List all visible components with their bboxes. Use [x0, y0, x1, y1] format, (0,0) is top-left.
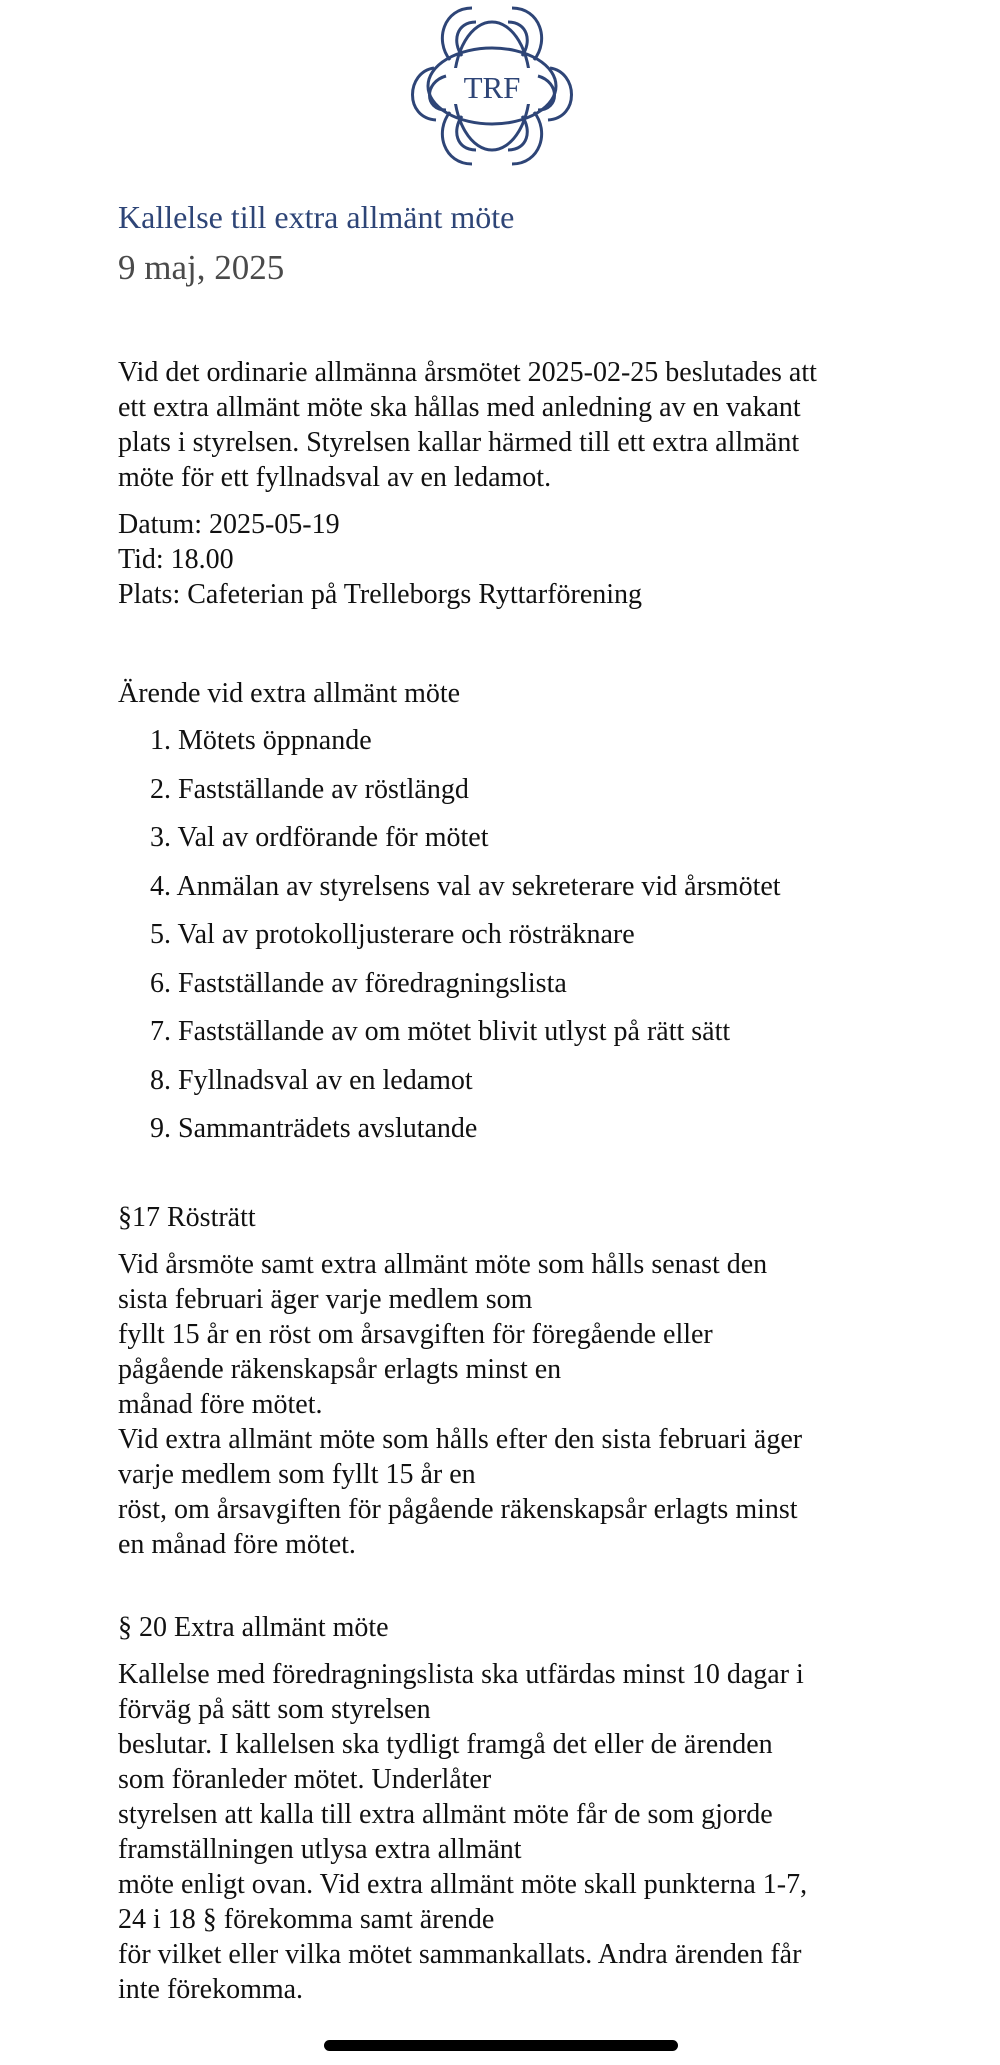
agenda-item: 6. Fastställande av föredragningslista [150, 967, 567, 999]
intro-line: plats i styrelsen. Styrelsen kallar härmed till ett extra allmänt [118, 427, 800, 458]
section-17-line: en månad före mötet. [118, 1528, 356, 1560]
section-17-line: fyllt 15 år en röst om årsavgiften för föregående eller [118, 1318, 713, 1350]
section-17-line: Vid extra allmänt möte som hålls efter den sista februari äger [118, 1423, 803, 1455]
section-17-heading: §17 Rösträtt [118, 1201, 256, 1233]
publish-date: 9 maj, 2025 [118, 248, 285, 287]
home-indicator[interactable] [324, 2040, 678, 2051]
agenda-item: 9. Sammanträdets avslutande [150, 1113, 478, 1144]
agenda-list [118, 723, 888, 1160]
agenda-item: 1. Mötets öppnande [150, 725, 372, 756]
section-20-line: framställningen utlysa extra allmänt [118, 1833, 522, 1865]
meeting-time: Tid: 18.00 [118, 544, 234, 575]
agenda-item: 2. Fastställande av röstlängd [150, 773, 469, 805]
intro-line: Vid det ordinarie allmänna årsmötet 2025-02-25 beslutades att [118, 357, 817, 388]
agenda-item: 4. Anmälan av styrelsens val av sekreterare vid årsmötet [150, 870, 781, 902]
section-20-text [118, 1657, 888, 2007]
section-20-line: beslutar. I kallelsen ska tydligt framgå det eller de ärenden [118, 1728, 773, 1760]
section-20-line: möte enligt ovan. Vid extra allmänt möte skall punkterna 1-7, [118, 1868, 808, 1900]
logo-text: TRF [463, 70, 521, 105]
meeting-details [118, 507, 888, 612]
agenda-item: 7. Fastställande av om mötet blivit utlyst på rätt sätt [150, 1016, 731, 1047]
section-20-line: styrelsen att kalla till extra allmänt möte får de som gjorde [118, 1798, 773, 1830]
meeting-date: Datum: 2025-05-19 [118, 509, 340, 540]
section-17-line: Vid årsmöte samt extra allmänt möte som hålls senast den [118, 1248, 768, 1280]
intro-line: möte för ett fyllnadsval av en ledamot. [118, 462, 552, 493]
agenda-item: 3. Val av ordförande för mötet [150, 822, 489, 853]
section-20-line: 24 i 18 § förekomma samt ärende [118, 1903, 495, 1935]
meeting-location: Plats: Cafeterian på Trelleborgs Ryttarförening [118, 579, 643, 610]
section-20-line: Kallelse med föredragningslista ska utfärdas minst 10 dagar i [118, 1658, 804, 1690]
section-20-line: för vilket eller vilka mötet sammankallats. Andra ärenden får [118, 1938, 802, 1970]
document-body [118, 355, 888, 2007]
section-20-line: som föranleder mötet. Underlåter [118, 1763, 492, 1795]
section-20-line: förväg på sätt som styrelsen [118, 1693, 431, 1725]
section-17-line: sista februari äger varje medlem som [118, 1283, 533, 1315]
section-20-heading: § 20 Extra allmänt möte [118, 1611, 389, 1643]
agenda-heading: Ärende vid extra allmänt möte [118, 678, 461, 709]
agenda-item: 5. Val av protokolljusterare och rösträknare [150, 919, 635, 950]
section-20-line: inte förekomma. [118, 1973, 304, 2005]
section-17-line: varje medlem som fyllt 15 år en [118, 1458, 476, 1490]
section-17-text [118, 1247, 888, 1562]
intro-line: ett extra allmänt möte ska hållas med anledning av en vakant [118, 392, 801, 423]
section-17-line: röst, om årsavgiften för pågående räkenskapsår erlagts minst [118, 1493, 798, 1525]
trf-logo [404, 0, 580, 172]
intro-paragraph [118, 355, 888, 495]
section-17-line: månad före mötet. [118, 1388, 323, 1420]
agenda-item: 8. Fyllnadsval av en ledamot [150, 1064, 473, 1096]
horseshoe-emblem-icon [404, 0, 580, 172]
page-title: Kallelse till extra allmänt möte [118, 199, 515, 235]
section-17-line: pågående räkenskapsår erlagts minst en [118, 1353, 562, 1385]
